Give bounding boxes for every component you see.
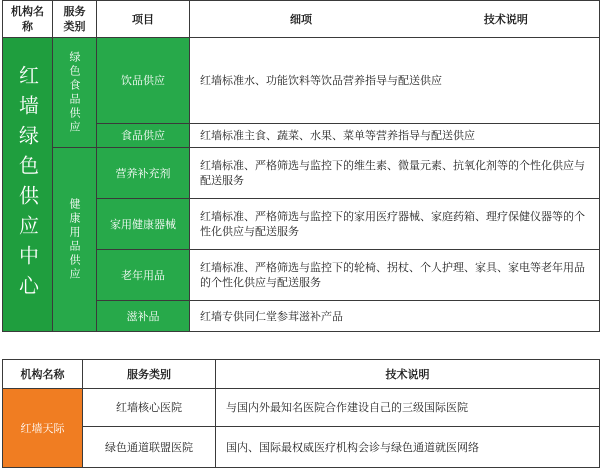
desc-cell: 红墙标准水、功能饮料等饮品营养指导与配送供应 xyxy=(190,38,600,124)
category-label: 绿色食品供应 xyxy=(68,50,81,135)
item-cell: 食品供应 xyxy=(97,124,190,148)
category-green-food xyxy=(53,38,97,148)
item-cell: 老年用品 xyxy=(97,250,190,301)
category-label: 健康用品供应 xyxy=(68,197,81,282)
header-detail-tech xyxy=(190,1,600,38)
header-tech-desc: 技术说明 xyxy=(483,12,528,26)
item-cell: 饮品供应 xyxy=(97,38,190,124)
header-service-category: 服务类别 xyxy=(83,360,216,389)
header-detail: 细项 xyxy=(290,12,312,26)
service-cell: 绿色通道联盟医院 xyxy=(83,427,216,468)
desc-cell: 红墙标准主食、蔬菜、水果、菜单等营养指导与配送供应 xyxy=(190,124,600,148)
supply-center-table xyxy=(2,0,600,332)
header-org-name: 机构名称 xyxy=(3,360,83,389)
org-name: 红墙天际 xyxy=(20,421,65,435)
desc-cell: 与国内外最知名医院合作建设自己的三级国际医院 xyxy=(216,389,600,427)
desc-cell: 红墙标准、严格筛选与监控下的家用医疗器械、家庭药箱、理疗保健仪器等的个性化供应与配送服务 xyxy=(190,199,600,250)
desc-cell: 红墙标准、严格筛选与监控下的轮椅、拐杖、个人护理、家具、家电等老年用品的个性化供应与配送服务 xyxy=(190,250,600,301)
sky-hospital-table xyxy=(2,359,600,468)
header-service-category: 服务类别 xyxy=(53,1,97,38)
item-cell: 滋补品 xyxy=(97,301,190,332)
service-cell: 红墙核心医院 xyxy=(83,389,216,427)
org-name: 红墙绿色供应中心 xyxy=(15,64,40,305)
header-org-name: 机构名称 xyxy=(3,1,53,38)
org-name-cell xyxy=(3,38,53,332)
header-tech-desc: 技术说明 xyxy=(216,360,600,389)
header-item: 项目 xyxy=(97,1,190,38)
desc-cell: 国内、国际最权威医疗机构会诊与绿色通道就医网络 xyxy=(216,427,600,468)
category-health-goods xyxy=(53,148,97,332)
item-cell: 家用健康器械 xyxy=(97,199,190,250)
item-cell: 营养补充剂 xyxy=(97,148,190,199)
desc-cell: 红墙标准、严格筛选与监控下的维生素、微量元素、抗氧化剂等的个性化供应与配送服务 xyxy=(190,148,600,199)
desc-cell: 红墙专供同仁堂参茸滋补产品 xyxy=(190,301,600,332)
org-name-cell xyxy=(3,389,83,468)
